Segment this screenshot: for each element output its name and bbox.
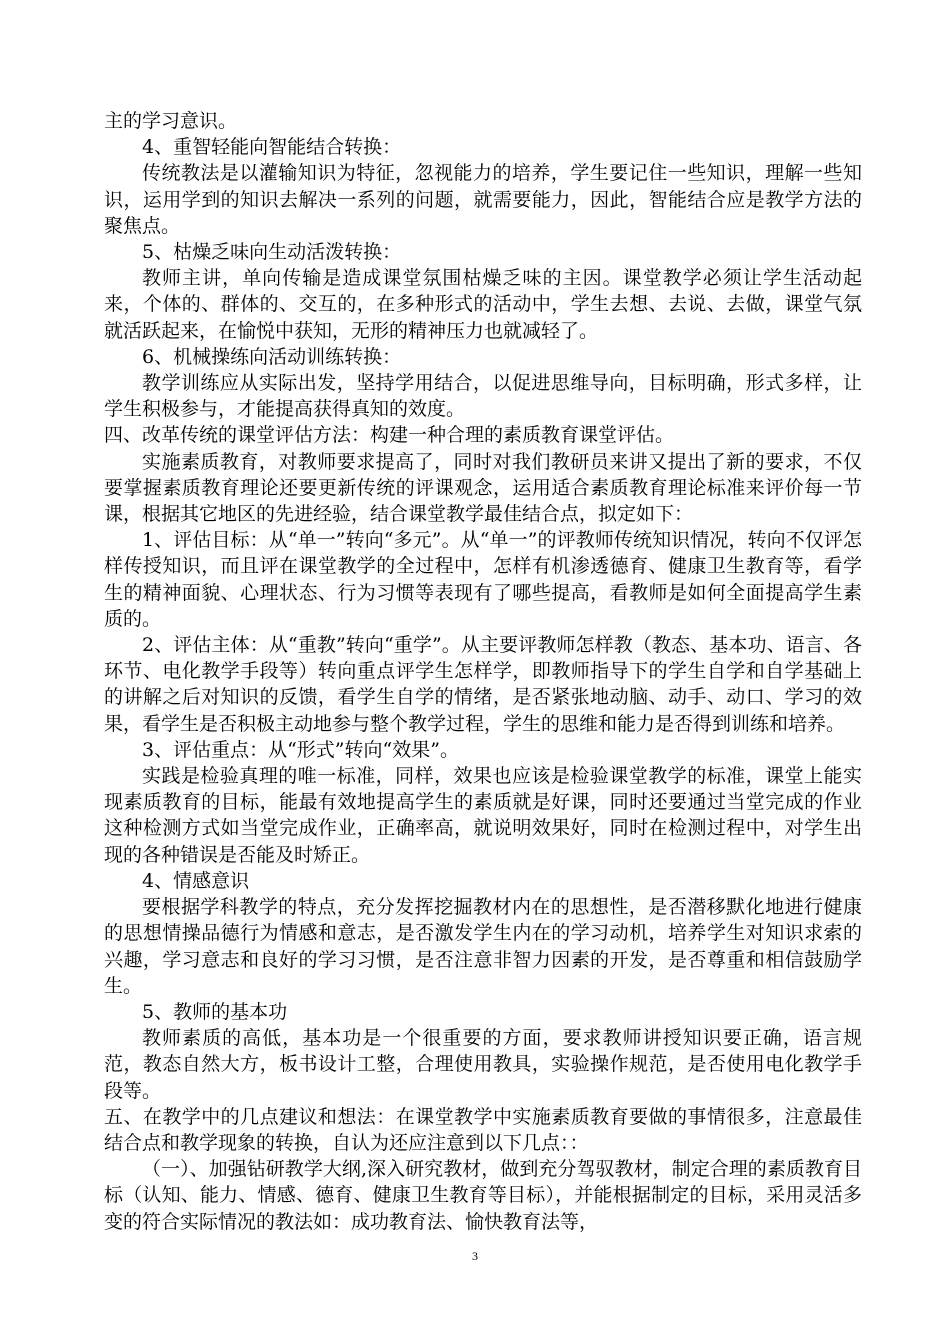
paragraph: 教学训练应从实际出发，坚持学用结合，以促进思维导向，目标明确，形式多样，让学生积极参与，才能提高获得真知的效度。	[104, 372, 862, 421]
paragraph: 4、重智轻能向智能结合转换：	[142, 136, 402, 159]
paragraph: 主的学习意识。	[104, 110, 238, 132]
page-number: 3	[472, 1249, 478, 1263]
paragraph: 3、评估重点：从“形式”转向“效果”。	[142, 738, 459, 761]
paragraph: 5、教师的基本功	[142, 1000, 288, 1023]
paragraph: 5、枯燥乏味向生动活泼转换：	[142, 241, 402, 264]
paragraph: 1、评估目标：从“单一”转向“多元”。从“单一”的评教师传统知识情况，转向不仅评怎样传授知识，而且评在课堂教学的全过程中，怎样有机渗透德育、健康卫生教育等，看学生的精神面貌、心理状态、行为习惯等表现有了哪些提高，看教师是如何全面提高学生素质的。	[104, 529, 862, 630]
paragraph: 四、改革传统的课堂评估方法：构建一种合理的素质教育课堂评估。	[104, 424, 675, 447]
paragraph: 教师主讲，单向传输是造成课堂氛围枯燥乏味的主因。课堂教学必须让学生活动起来，个体的、群体的、交互的，在多种形式的活动中，学生去想、去说、去做，课堂气氛就活跃起来，在愉悦中获知，无形的精神压力也就减轻了。	[104, 267, 862, 342]
body-text	[104, 108, 862, 1235]
paragraph: 五、在教学中的几点建议和想法：在课堂教学中实施素质教育要做的事情很多，注意最佳结合点和教学现象的转换，自认为还应注意到以下几点：：	[104, 1105, 862, 1154]
paragraph: 4、情感意识	[142, 869, 250, 892]
paragraph: 2、评估主体：从“重教”转向“重学”。从主要评教师怎样教（教态、基本功、语言、各环节、电化教学手段等）转向重点评学生怎样学，即教师指导下的学生自学和自学基础上的讲解之后对知识的反馈，看学生自学的情绪，是否紧张地动脑、动手、动口、学习的效果，看学生是否积极主动地参与整个教学过程，学生的思维和能力是否得到训练和培养。	[104, 634, 862, 735]
paragraph: 传统教法是以灌输知识为特征，忽视能力的培养，学生要记住一些知识，理解一些知识，运用学到的知识去解决一系列的问题，就需要能力，因此，智能结合应是教学方法的聚焦点。	[104, 162, 862, 237]
paragraph: 要根据学科教学的特点，充分发挥挖掘教材内在的思想性，是否潜移默化地进行健康的思想情操品德行为情感和意志，是否激发学生内在的学习动机，培养学生对知识求索的兴趣，学习意志和良好的学习习惯，是否注意非智力因素的开发，是否尊重和相信鼓励学生。	[104, 896, 862, 997]
paragraph: 教师素质的高低，基本功是一个很重要的方面，要求教师讲授知识要正确，语言规范，教态自然大方，板书设计工整，合理使用教具，实验操作规范，是否使用电化教学手段等。	[104, 1027, 862, 1102]
paragraph: 实施素质教育，对教师要求提高了，同时对我们教研员来讲又提出了新的要求，不仅要掌握素质教育理论还要更新传统的评课观念，运用适合素质教育理论标准来评价每一节课，根据其它地区的先进经验，结合课堂教学最佳结合点，拟定如下：	[104, 450, 862, 526]
paragraph: 实践是检验真理的唯一标准，同样，效果也应该是检验课堂教学的标准，课堂上能实现素质教育的目标，能最有效地提高学生的素质就是好课，同时还要通过当堂完成的作业这种检测方式如当堂完成作业，正确率高，就说明效果好，同时在检测过程中，对学生出现的各种错误是否能及时矫正。	[104, 765, 862, 866]
paragraph: 6、机械操练向活动训练转换：	[142, 345, 402, 368]
paragraph: （一）、加强钻研教学大纲,深入研究教材，做到充分驾驭教材，制定合理的素质教育目标（认知、能力、情感、德育、健康卫生教育等目标），并能根据制定的目标，采用灵活多变的符合实际情况的教法如：成功教育法、愉快教育法等，	[104, 1158, 862, 1233]
